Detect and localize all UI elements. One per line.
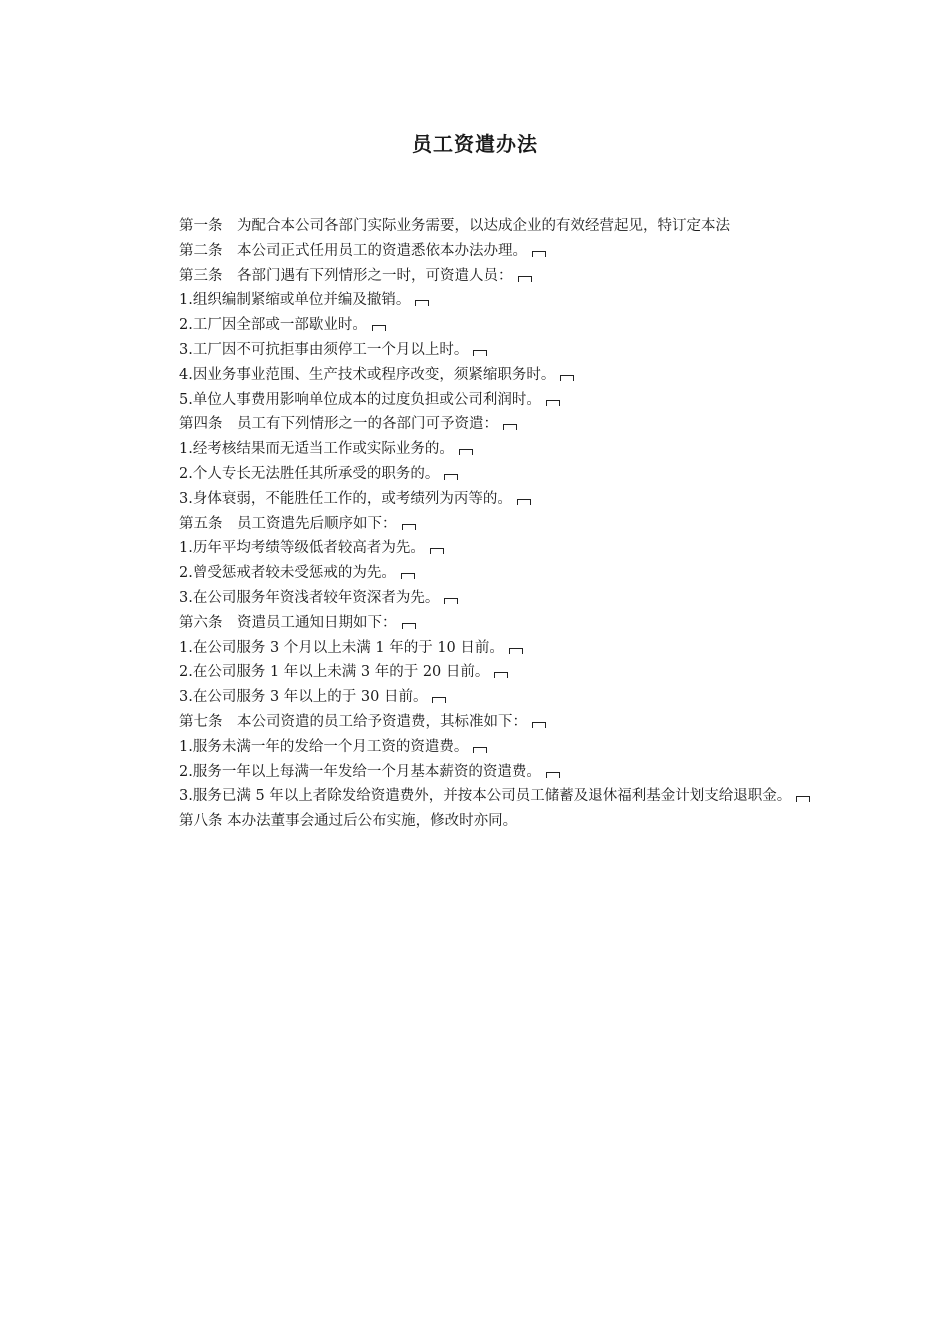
line-text: 第八条 本办法董事会通过后公布实施，修改时亦同。 <box>179 813 518 830</box>
list-item <box>145 462 817 487</box>
paragraph-mark-icon <box>518 276 532 282</box>
list-item <box>145 288 817 313</box>
paragraph-mark-icon <box>509 648 523 654</box>
list-item <box>145 735 817 760</box>
article-3-line <box>145 264 817 289</box>
list-item <box>145 363 817 388</box>
paragraph-mark-icon <box>494 672 508 678</box>
line-text: 1.经考核结果而无适当工作或实际业务的。 <box>179 441 454 458</box>
list-item <box>145 784 817 809</box>
paragraph-mark-icon <box>560 375 574 381</box>
paragraph-mark-icon <box>532 722 546 728</box>
list-item <box>145 586 817 611</box>
article-2-line <box>145 239 817 264</box>
line-text: 1.服务未满一年的发给一个月工资的资遣费。 <box>179 738 469 755</box>
line-text: 第三条 各部门遇有下列情形之一时，可资遣人员： <box>179 267 513 284</box>
list-item <box>145 487 817 512</box>
line-text: 2.曾受惩戒者较未受惩戒的为先。 <box>179 565 396 582</box>
line-text: 3.在公司服务 3 年以上的于 30 日前。 <box>179 689 428 706</box>
article-4-line <box>145 412 817 437</box>
list-item <box>145 313 817 338</box>
article-8-line <box>145 809 817 834</box>
line-text: 4.因业务事业范围、生产技术或程序改变，须紧缩职务时。 <box>179 366 556 383</box>
list-item <box>145 536 817 561</box>
line-text: 第四条 员工有下列情形之一的各部门可予资遣： <box>179 416 498 433</box>
line-text: 第二条 本公司正式任用员工的资遣悉依本办法办理。 <box>179 242 527 259</box>
list-item <box>145 760 817 785</box>
line-text: 5.单位人事费用影响单位成本的过度负担或公司利润时。 <box>179 391 541 408</box>
paragraph-mark-icon <box>432 697 446 703</box>
paragraph-mark-icon <box>402 623 416 629</box>
line-text: 3.在公司服务年资浅者较年资深者为先。 <box>179 589 440 606</box>
list-item <box>145 338 817 363</box>
paragraph-mark-icon <box>546 772 560 778</box>
paragraph-mark-icon <box>459 449 473 455</box>
article-7-line <box>145 710 817 735</box>
line-text: 1.在公司服务 3 个月以上未满 1 年的于 10 日前。 <box>179 639 504 656</box>
line-text: 2.在公司服务 1 年以上未满 3 年的于 20 日前。 <box>179 664 490 681</box>
paragraph-mark-icon <box>401 573 415 579</box>
paragraph-mark-icon <box>532 251 546 257</box>
line-text: 2.工厂因全部或一部歇业时。 <box>179 317 367 334</box>
list-item <box>145 437 817 462</box>
paragraph-mark-icon <box>473 350 487 356</box>
paragraph-mark-icon <box>372 325 386 331</box>
list-item <box>145 685 817 710</box>
line-text: 第七条 本公司资遣的员工给予资遣费，其标准如下： <box>179 713 527 730</box>
line-text: 第一条 为配合本公司各部门实际业务需要，以达成企业的有效经营起见，特订定本法 <box>179 218 730 234</box>
paragraph-mark-icon <box>402 524 416 530</box>
list-item <box>145 388 817 413</box>
line-text: 2.服务一年以上每满一年发给一个月基本薪资的资遣费。 <box>179 763 541 780</box>
document-title: 员工资遣办法 <box>412 132 538 156</box>
paragraph-mark-icon <box>430 548 444 554</box>
paragraph-mark-icon <box>796 796 810 802</box>
paragraph-mark-icon <box>503 424 517 430</box>
line-text: 第六条 资遣员工通知日期如下： <box>179 614 397 631</box>
line-text: 3.工厂因不可抗拒事由须停工一个月以上时。 <box>179 341 469 358</box>
line-text: 3.服务已满 5 年以上者除发给资遣费外，并按本公司员工储蓄及退休福利基金计划支给退职金。 <box>179 788 792 805</box>
list-item <box>145 660 817 685</box>
list-item <box>145 636 817 661</box>
document-body <box>145 214 817 834</box>
line-text: 3.身体衰弱，不能胜任工作的，或考绩列为丙等的。 <box>179 490 512 507</box>
line-text: 1.组织编制紧缩或单位并编及撤销。 <box>179 292 411 309</box>
line-text: 第五条 员工资遣先后顺序如下： <box>179 515 397 532</box>
article-6-line <box>145 611 817 636</box>
paragraph-mark-icon <box>444 474 458 480</box>
line-text: 2.个人专长无法胜任其所承受的职务的。 <box>179 465 440 482</box>
list-item <box>145 561 817 586</box>
article-1-line <box>145 214 817 239</box>
paragraph-mark-icon <box>415 300 429 306</box>
line-text: 1.历年平均考绩等级低者较高者为先。 <box>179 540 425 557</box>
paragraph-mark-icon <box>517 499 531 505</box>
article-5-line <box>145 512 817 537</box>
paragraph-mark-icon <box>444 598 458 604</box>
paragraph-mark-icon <box>473 747 487 753</box>
paragraph-mark-icon <box>546 400 560 406</box>
